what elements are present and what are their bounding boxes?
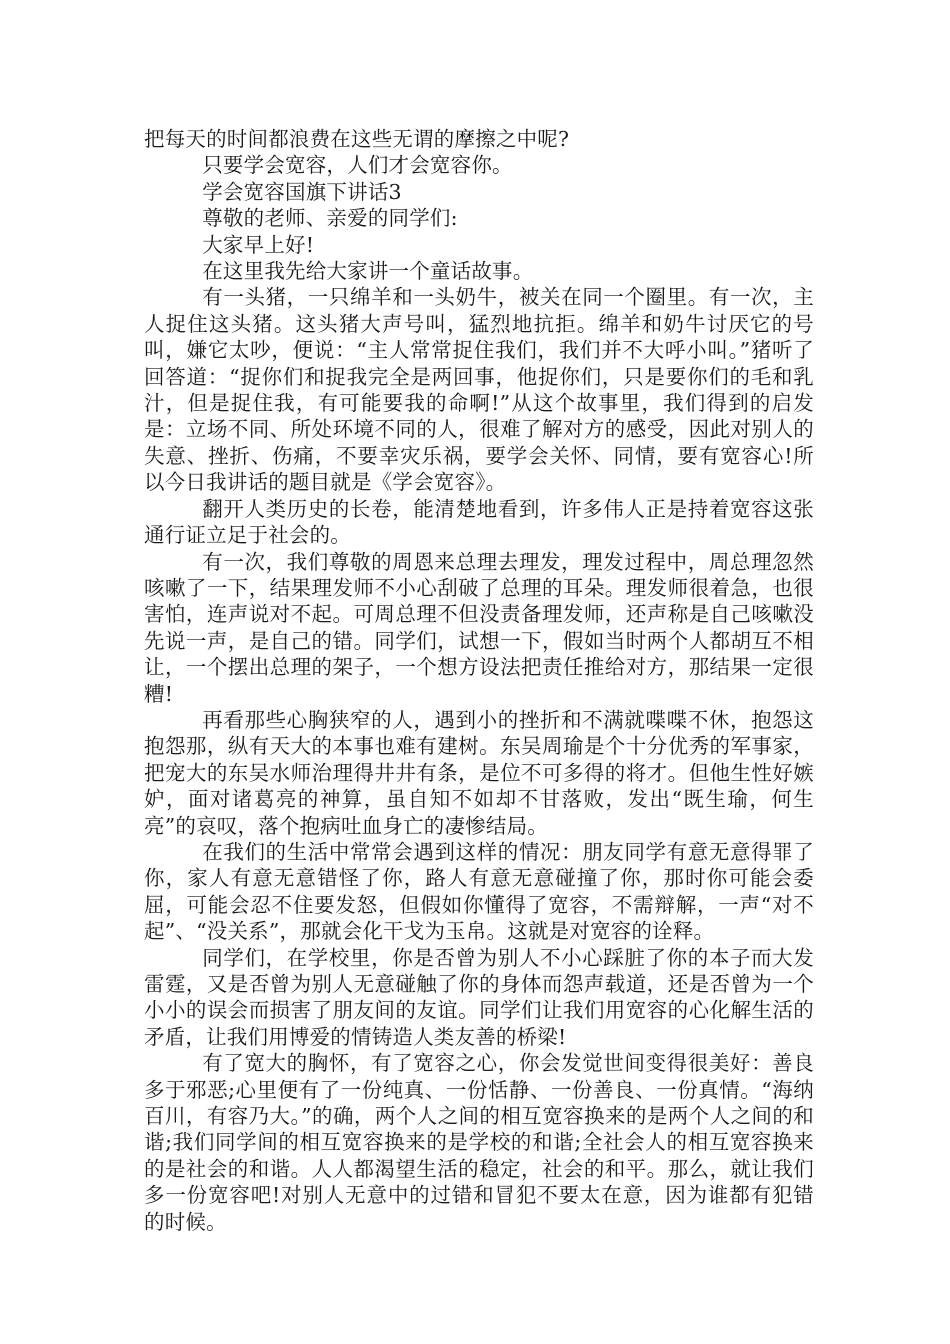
paragraph-zhou-enlai: 有一次，我们尊敬的周恩来总理去理发，理发过程中，周总理忽然咳嗽了一下，结果理发师不小心刮破了总理的耳朵。理发师很着急，也很害怕，连声说对不起。可周总理不但没责备理发师，还声称是自己咳嗽没先说一声，是自己的错。同学们，试想一下，假如当时两个人都胡互不相让，一个摆出总理的架子，一个想方设法把责任推给对方，那结果一定很糟! [144, 549, 814, 706]
paragraph-fairy-tale: 有一头猪，一只绵羊和一头奶牛，被关在同一个圈里。有一次，主人捉住这头猪。这头猪大声号叫，猛烈地抗拒。绵羊和奶牛讨厌它的号叫，嫌它太吵，便说：“主人常常捉住我们，我们并不大呼小叫。”猪听了回答道：“捉你们和捉我完全是两回事，他捉你们，只是要你们的毛和乳汁，但是捉住我，有可能要我的命啊!”从这个故事里，我们得到的启发是：立场不同、所处环境不同的人，很难了解对方的感受，因此对别人的失意、挫折、伤痛，不要幸灾乐祸，要学会关怀、同情，要有宽容心!所以今日我讲话的题目就是《学会宽容》。 [144, 285, 814, 495]
paragraph-daily-life: 在我们的生活中常常会遇到这样的情况：朋友同学有意无意得罪了你，家人有意无意错怪了你，路人有意无意碰撞了你，那时你可能会委屈，可能会忍不住要发怒，但假如你懂得了宽容，不需辩解，一声“对不起”、“没关系”，那就会化干戈为玉帛。这就是对宽容的诠释。 [144, 839, 814, 944]
paragraph-history: 翻开人类历史的长卷，能清楚地看到，许多伟人正是持着宽容这张通行证立足于社会的。 [144, 496, 814, 548]
speech-title: 学会宽容国旗下讲话3 [202, 179, 402, 204]
paragraph-continuation: 把每天的时间都浪费在这些无谓的摩擦之中呢? [144, 127, 570, 151]
paragraph-tolerance-reciprocity: 只要学会宽容，人们才会宽容你。 [202, 153, 513, 178]
paragraph-zhou-yu: 再看那些心胸狭窄的人，遇到小的挫折和不满就喋喋不休，抱怨这抱怨那，纵有天大的本事也难有建树。东吴周瑜是个十分优秀的军事家，把宠大的东吴水师治理得井井有条，是位不可多得的将才。但他生性好嫉妒，面对诸葛亮的神算，虽自知不如却不甘落败，发出“既生瑜，何生亮”的哀叹，落个抱病吐血身亡的凄惨结局。 [144, 707, 814, 838]
greeting: 大家早上好! [202, 232, 315, 257]
salutation: 尊敬的老师、亲爱的同学们: [202, 206, 458, 231]
paragraph-conclusion: 有了宽大的胸怀，有了宽容之心，你会发觉世间变得很美好：善良多于邪恶;心里便有了一份纯真、一份恬静、一份善良、一份真情。“海纳百川，有容乃大。”的确，两个人之间的相互宽容换来的是两个人之间的和谐;我们同学间的相互宽容换来的是学校的和谐;全社会人的相互宽容换来的是社会的和谐。人人都渴望生活的稳定，社会的和平。那么，就让我们多一份宽容吧!对别人无意中的过错和冒犯不要太在意，因为谁都有犯错的时候。 [144, 1051, 814, 1234]
document-body [144, 126, 814, 1235]
paragraph-story-intro: 在这里我先给大家讲一个童话故事。 [202, 259, 534, 284]
paragraph-school: 同学们，在学校里，你是否曾为别人不小心踩脏了你的本子而大发雷霆，又是否曾为别人无意碰触了你的身体而怨声载道，还是否曾为一个小小的误会而损害了朋友间的友谊。同学们让我们用宽容的心化解生活的矛盾，让我们用博爱的情铸造人类友善的桥梁! [144, 945, 814, 1049]
